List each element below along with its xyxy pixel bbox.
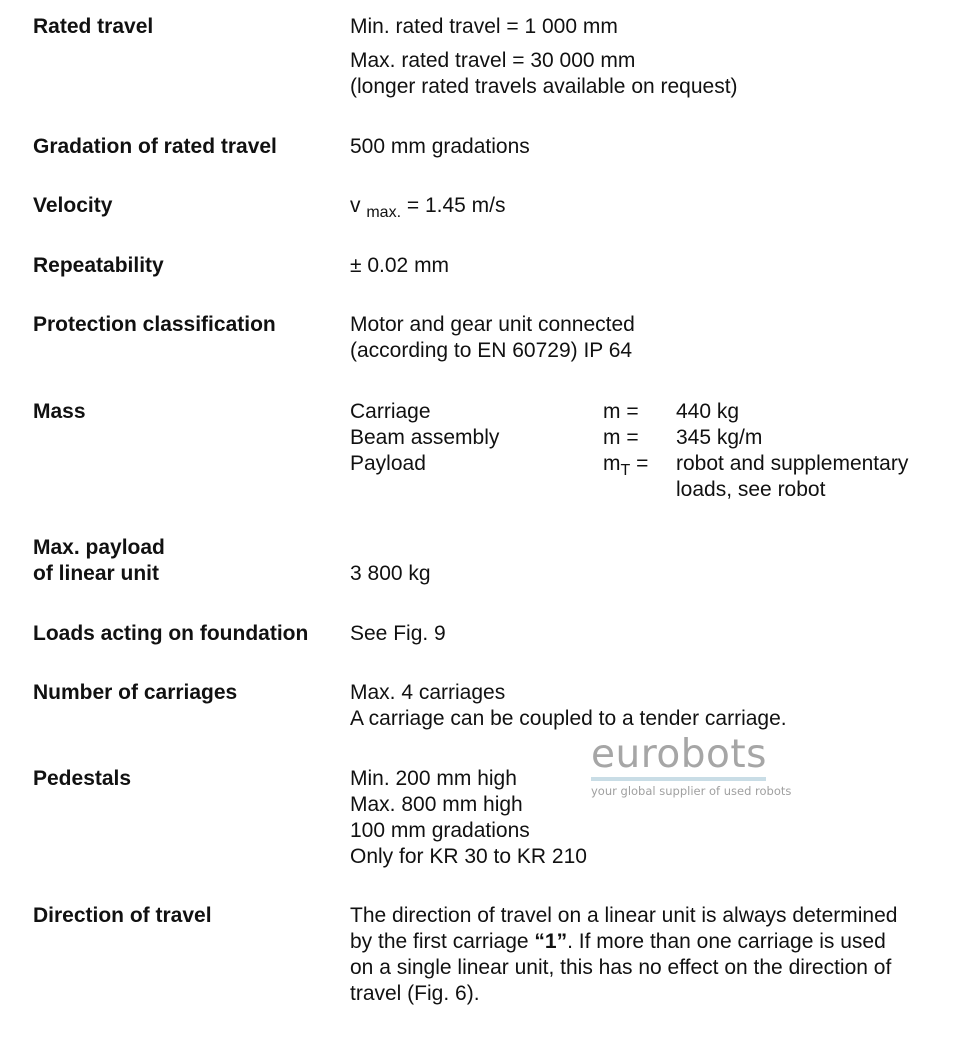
mass-value: 440 kg (676, 400, 740, 423)
mass-symbol (603, 451, 648, 477)
mass-label: Mass (33, 400, 86, 423)
mass-symbol: m = (603, 426, 639, 449)
pedestals-line: 100 mm gradations (350, 819, 530, 842)
carriages-label: Number of carriages (33, 681, 238, 704)
max-payload-label-1: Max. payload (33, 536, 165, 559)
mass-item: Carriage (350, 400, 431, 423)
velocity-subscript: max. (366, 204, 402, 221)
direction-line-1: The direction of travel on a linear unit is always determined (350, 904, 898, 927)
gradation-label: Gradation of rated travel (33, 135, 277, 158)
mass-value: robot and supplementary (676, 452, 909, 475)
protection-value (350, 312, 635, 364)
foundation-label: Loads acting on foundation (33, 622, 309, 645)
pedestals-line: Max. 800 mm high (350, 793, 523, 816)
direction-line-3: on a single linear unit, this has no effect on the direction of (350, 956, 892, 979)
direction-line-2a: by the first carriage (350, 930, 535, 953)
velocity-label: Velocity (33, 194, 113, 217)
watermark-divider (591, 777, 766, 781)
pedestals-value (350, 766, 587, 870)
protection-line-1: Motor and gear unit connected (350, 313, 635, 336)
direction-value (350, 903, 897, 1007)
protection-label: Protection classification (33, 313, 276, 336)
velocity-value (350, 193, 505, 219)
pedestals-line: Min. 200 mm high (350, 767, 517, 790)
watermark-tagline: your global supplier of used robots (591, 784, 792, 798)
mass-value-cont: loads, see robot (676, 478, 826, 501)
mass-value: 345 kg/m (676, 426, 763, 449)
max-rated-travel: Max. rated travel = 30 000 mm (350, 49, 636, 72)
mass-symbol-sub: T (620, 462, 631, 479)
pedestals-line: Only for KR 30 to KR 210 (350, 845, 587, 868)
velocity-symbol: v (350, 194, 361, 217)
direction-label: Direction of travel (33, 904, 212, 927)
eurobots-watermark (591, 732, 792, 799)
carriage-number: “1” (534, 930, 568, 953)
max-payload-value: 3 800 kg (350, 562, 431, 585)
gradation-value: 500 mm gradations (350, 135, 530, 158)
pedestals-label: Pedestals (33, 767, 132, 790)
protection-line-2: (according to EN 60729) IP 64 (350, 339, 633, 362)
rated-travel-note: (longer rated travels available on request) (350, 75, 738, 98)
min-rated-travel: Min. rated travel = 1 000 mm (350, 15, 618, 38)
direction-line-4: travel (Fig. 6). (350, 982, 480, 1005)
foundation-value: See Fig. 9 (350, 622, 446, 645)
velocity-number: = 1.45 m/s (401, 194, 506, 217)
max-payload-label (33, 535, 165, 587)
carriages-line-1: Max. 4 carriages (350, 681, 506, 704)
carriages-value (350, 680, 787, 732)
carriages-line-2: A carriage can be coupled to a tender carriage. (350, 707, 787, 730)
mass-item: Beam assembly (350, 426, 500, 449)
mass-symbol-base: m (603, 452, 621, 475)
watermark-logo: eurobots (591, 732, 767, 777)
max-payload-label-2: of linear unit (33, 562, 159, 585)
mass-symbol-eq: = (630, 452, 649, 475)
repeatability-label: Repeatability (33, 254, 164, 277)
mass-symbol: m = (603, 400, 639, 423)
direction-line-2c: . If more than one carriage is used (567, 930, 886, 953)
mass-item: Payload (350, 452, 426, 475)
rated-travel-label: Rated travel (33, 15, 154, 38)
repeatability-value: ± 0.02 mm (350, 254, 450, 277)
direction-line-2 (350, 929, 897, 955)
rated-travel-value (350, 14, 738, 100)
